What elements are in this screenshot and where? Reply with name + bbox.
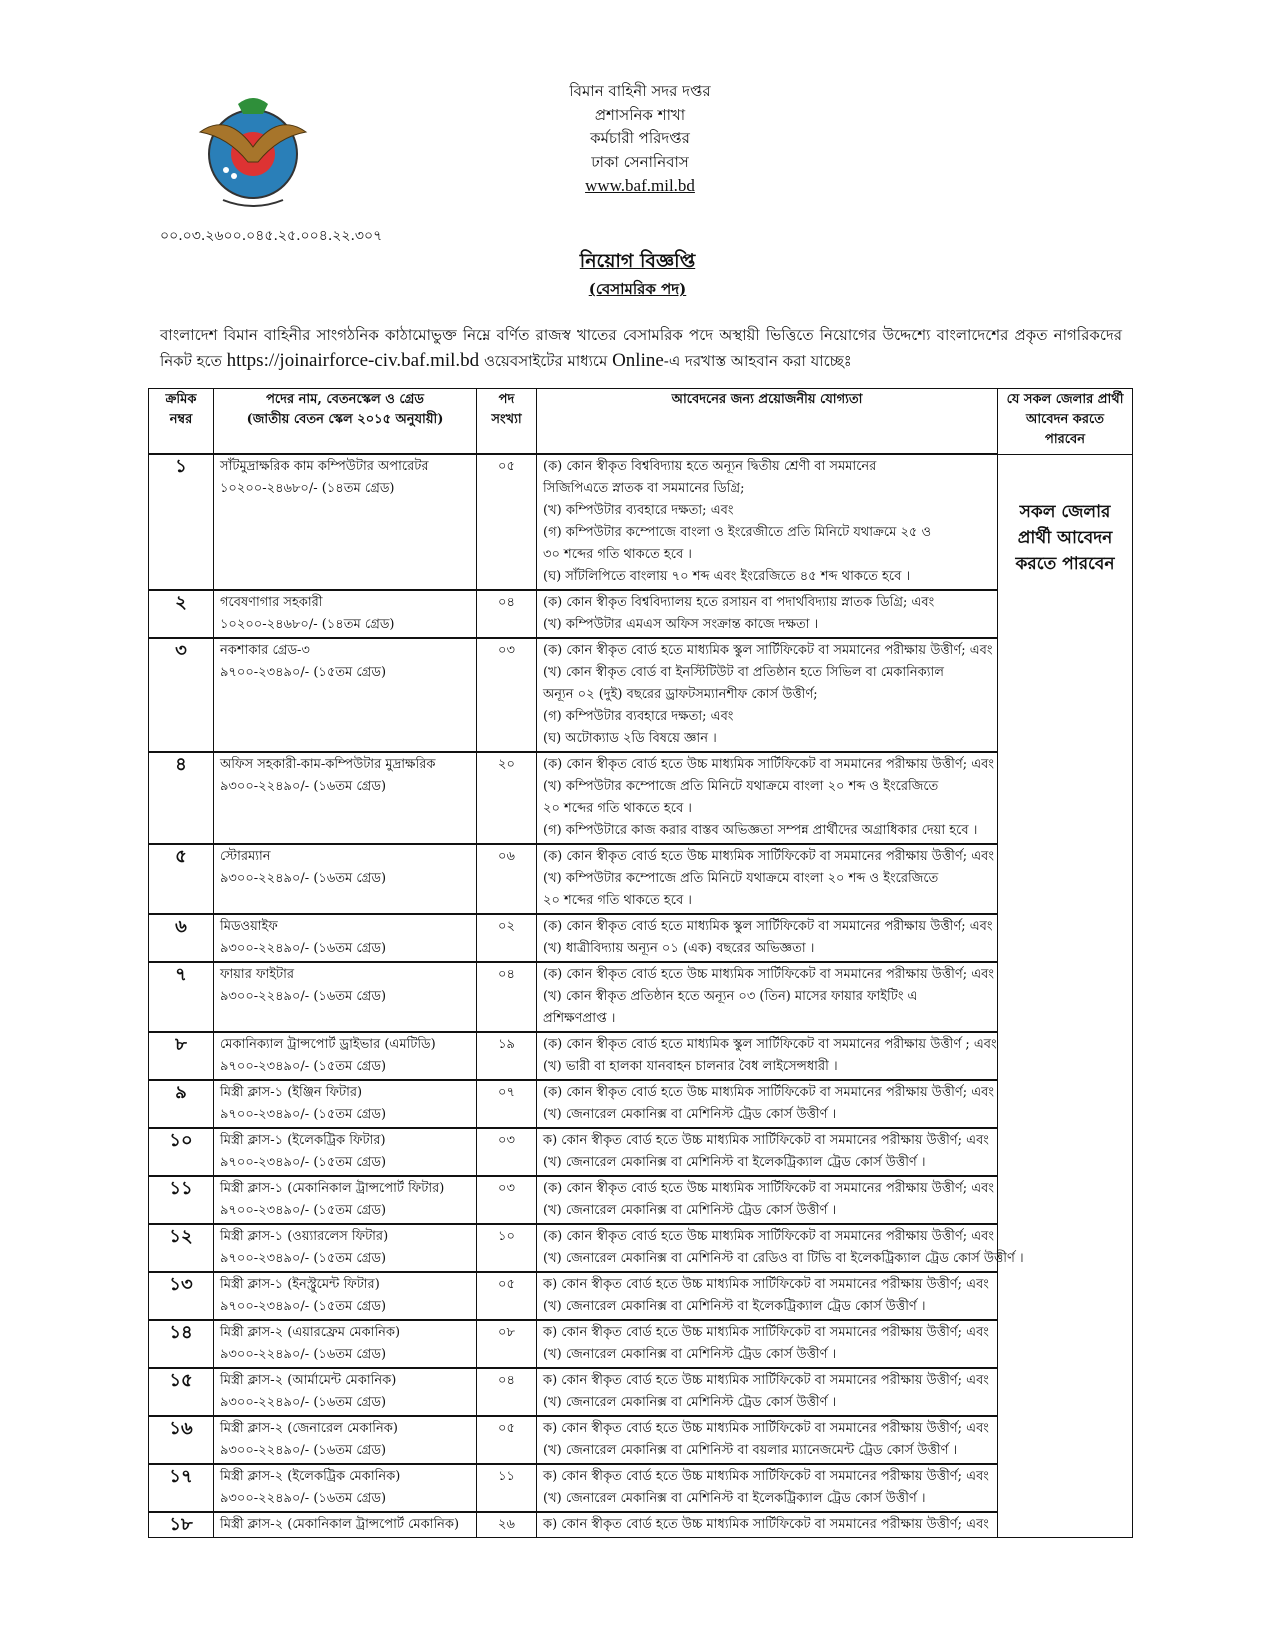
qualification-cell	[537, 752, 998, 844]
qualification-line: (খ) জেনারেল মেকানিক্স বা মেশিনিস্ট ট্রেড কোর্স উত্তীর্ণ ।	[543, 1395, 837, 1410]
serial-number: ৪	[149, 752, 214, 844]
qualification-line: (ক) কোন স্বীকৃত বোর্ড হতে মাধ্যমিক স্কুল সার্টিফিকেট বা সমমানের পরীক্ষায় উত্তীর্ণ ; এবং	[543, 1037, 997, 1052]
serial-number: ১১	[149, 1176, 214, 1224]
post-cell	[214, 1320, 477, 1368]
post-name: গবেষণাগার সহকারী	[220, 595, 323, 610]
intro-text: -এ দরখাস্ত আহবান করা যাচ্ছেঃ	[663, 352, 852, 370]
qualification-line: (খ) জেনারেল মেকানিক্স বা মেশিনিস্ট ট্রেড কোর্স উত্তীর্ণ ।	[543, 1347, 837, 1362]
qualification-cell	[537, 962, 998, 1032]
qualification-line: (ক) কোন স্বীকৃত বোর্ড হতে মাধ্যমিক স্কুল সার্টিফিকেট বা সমমানের পরীক্ষায় উত্তীর্ণ; এবং	[543, 643, 993, 658]
post-count: ০৩	[477, 1176, 537, 1224]
qualification-line: (ঘ) সাঁটলিপিতে বাংলায় ৭০ শব্দ এবং ইংরেজিতে ৪৫ শব্দ থাকতে হবে ।	[543, 569, 911, 584]
post-cell	[214, 1272, 477, 1320]
pay-scale: ৯৩০০-২২৪৯০/- (১৬তম গ্রেড)	[220, 1395, 387, 1410]
qualification-line: (খ) জেনারেল মেকানিক্স বা মেশিনিস্ট ট্রেড কোর্স উত্তীর্ণ ।	[543, 1203, 837, 1218]
qualification-cell	[537, 454, 998, 590]
post-name: মিস্ত্রী ক্লাস-১ (ওয়্যারলেস ফিটার)	[220, 1229, 389, 1244]
post-cell	[214, 914, 477, 962]
qualification-line: (খ) ধাত্রীবিদ্যায় অন্যূন ০১ (এক) বছরের অভিজ্ঞতা ।	[543, 941, 815, 956]
qualification-line: (খ) কম্পিউটার এমএস অফিস সংক্রান্ত কাজে দক্ষতা ।	[543, 617, 819, 632]
serial-number: ১৪	[149, 1320, 214, 1368]
org-line: বিমান বাহিনী সদর দপ্তর	[569, 82, 711, 100]
qualification-line: (ক) কোন স্বীকৃত বোর্ড হতে উচ্চ মাধ্যমিক সার্টিফিকেট বা সমমানের পরীক্ষায় উত্তীর্ণ; এবং	[543, 1229, 994, 1244]
post-cell	[214, 962, 477, 1032]
pay-scale: ৯৩০০-২২৪৯০/- (১৬তম গ্রেড)	[220, 1443, 387, 1458]
post-cell	[214, 844, 477, 914]
qualification-line: (গ) কম্পিউটার কম্পোজে বাংলা ও ইংরেজীতে প্রতি মিনিটে যথাক্রমে ২৫ ও	[543, 525, 932, 540]
post-count: ০৭	[477, 1080, 537, 1128]
application-url[interactable]: https://joinairforce-civ.baf.mil.bd	[226, 350, 480, 371]
qualification-cell	[537, 914, 998, 962]
post-cell	[214, 1080, 477, 1128]
table-row	[149, 962, 1133, 1032]
eligible-districts: সকল জেলার প্রার্থী আবেদন করতে পারবেন	[998, 454, 1133, 1538]
post-cell	[214, 752, 477, 844]
post-name: সাঁটমুদ্রাক্ষরিক কাম কম্পিউটার অপারেটর	[220, 459, 429, 474]
qualification-line: (খ) কম্পিউটার ব্যবহারে দক্ষতা; এবং	[543, 503, 734, 518]
serial-number: ৫	[149, 844, 214, 914]
post-cell	[214, 1224, 477, 1272]
header-post-label: পদের নাম, বেতনস্কেল ও গ্রেড	[266, 392, 424, 407]
table-row	[149, 454, 1133, 590]
pay-scale: ৯৩০০-২২৪৯০/- (১৬তম গ্রেড)	[220, 1491, 387, 1506]
post-cell	[214, 454, 477, 590]
pay-scale: ৯৭০০-২৩৪৯০/- (১৫তম গ্রেড)	[220, 1059, 387, 1074]
post-cell	[214, 590, 477, 638]
post-cell	[214, 1176, 477, 1224]
pay-scale: ৯৭০০-২৩৪৯০/- (১৫তম গ্রেড)	[220, 665, 387, 680]
table-header-row	[149, 389, 1133, 455]
intro-text: ওয়েবসাইটের মাধ্যমে	[479, 352, 613, 370]
serial-number: ১০	[149, 1128, 214, 1176]
qualification-line: (খ) জেনারেল মেকানিক্স বা মেশিনিস্ট বা ইলেকট্রিক্যাল ট্রেড কোর্স উত্তীর্ণ ।	[543, 1155, 926, 1170]
post-count: ০৩	[477, 638, 537, 752]
intro-text: বাংলাদেশ বিমান বাহিনীর সাংগঠনিক কাঠামোভুক্ত নিম্নে বর্ণিত রাজস্ব খাতের বেসামরিক পদে অস্থায়ী ভিত্তিতে নিয়োগের উদ্দেশ্যে বাংলাদেশের প্রকৃত নাগরিকদের নিকট হতে	[160, 326, 1122, 370]
intro-paragraph	[160, 322, 1122, 374]
qualification-line: (খ) কম্পিউটার কম্পোজে প্রতি মিনিটে যথাক্রমে বাংলা ২০ শব্দ ও ইংরেজিতে	[543, 779, 939, 794]
post-name: নকশাকার গ্রেড-৩	[220, 643, 310, 658]
pay-scale: ৯৩০০-২২৪৯০/- (১৬তম গ্রেড)	[220, 1347, 387, 1362]
qualification-cell	[537, 590, 998, 638]
table-row	[149, 1416, 1133, 1464]
header-post	[214, 389, 477, 455]
pay-scale: ৯৩০০-২২৪৯০/- (১৬তম গ্রেড)	[220, 941, 387, 956]
org-line: প্রশাসনিক শাখা	[594, 105, 686, 124]
qualification-line: ৩০ শব্দের গতি থাকতে হবে ।	[543, 547, 692, 562]
post-count: ২০	[477, 752, 537, 844]
table-row	[149, 1320, 1133, 1368]
pay-scale: ৯৭০০-২৩৪৯০/- (১৫তম গ্রেড)	[220, 1203, 387, 1218]
qualification-cell	[537, 1368, 998, 1416]
qualification-line: (ক) কোন স্বীকৃত বোর্ড হতে উচ্চ মাধ্যমিক সার্টিফিকেট বা সমমানের পরীক্ষায় উত্তীর্ণ; এবং	[543, 849, 994, 864]
table-row	[149, 1464, 1133, 1512]
qualification-cell	[537, 1224, 1024, 1272]
serial-number: ১	[149, 454, 214, 590]
qualification-line: (ক) কোন স্বীকৃত বোর্ড হতে উচ্চ মাধ্যমিক সার্টিফিকেট বা সমমানের পরীক্ষায় উত্তীর্ণ; এবং	[543, 757, 994, 772]
qualification-cell	[537, 1512, 998, 1538]
post-name: মিডওয়াইফ	[220, 919, 278, 934]
post-count: ০৮	[477, 1320, 537, 1368]
post-count: ২৬	[477, 1512, 537, 1538]
qualification-line: (ঘ) অটোক্যাড ২ডি বিষয়ে জ্ঞান ।	[543, 731, 717, 746]
serial-number: ২	[149, 590, 214, 638]
post-name: মিস্ত্রী ক্লাস-১ (ইঞ্জিন ফিটার)	[220, 1085, 363, 1100]
qualification-line: (খ) কম্পিউটার কম্পোজে প্রতি মিনিটে যথাক্রমে বাংলা ২০ শব্দ ও ইংরেজিতে	[543, 871, 939, 886]
qualification-line: (খ) কোন স্বীকৃত প্রতিষ্ঠান হতে অন্যূন ০৩ (তিন) মাসের ফায়ার ফাইটিং এ	[543, 989, 918, 1004]
serial-number: ৬	[149, 914, 214, 962]
post-count: ০৪	[477, 1368, 537, 1416]
qualification-line: (গ) কম্পিউটারে কাজ করার বাস্তব অভিজ্ঞতা সম্পন্ন প্রার্থীদের অগ্রাধিকার দেয়া হবে ।	[543, 823, 978, 838]
serial-number: ৮	[149, 1032, 214, 1080]
header-qualification: আবেদনের জন্য প্রয়োজনীয় যোগ্যতা	[537, 389, 998, 455]
post-count: ০৫	[477, 454, 537, 590]
post-count: ১৯	[477, 1032, 537, 1080]
serial-number: ১৬	[149, 1416, 214, 1464]
table-row	[149, 590, 1133, 638]
post-name: মিস্ত্রী ক্লাস-২ (ইলেকট্রিক মেকানিক)	[220, 1469, 401, 1484]
qualification-cell	[537, 844, 998, 914]
qualification-line: ২০ শব্দের গতি থাকতে হবে ।	[543, 801, 692, 816]
post-name: মিস্ত্রী ক্লাস-২ (জেনারেল মেকানিক)	[220, 1421, 398, 1436]
table-row	[149, 914, 1133, 962]
table-row	[149, 1224, 1133, 1272]
header-post-sub: (জাতীয় বেতন স্কেল ২০১৫ অনুযায়ী)	[246, 412, 444, 427]
qualification-line: ক) কোন স্বীকৃত বোর্ড হতে উচ্চ মাধ্যমিক সার্টিফিকেট বা সমমানের পরীক্ষায় উত্তীর্ণ; এবং	[543, 1469, 989, 1484]
qualification-line: ক) কোন স্বীকৃত বোর্ড হতে উচ্চ মাধ্যমিক সার্টিফিকেট বা সমমানের পরীক্ষায় উত্তীর্ণ; এবং	[543, 1277, 989, 1292]
post-count: ০৬	[477, 844, 537, 914]
serial-number: ১৫	[149, 1368, 214, 1416]
qualification-line: (ক) কোন স্বীকৃত বোর্ড হতে মাধ্যমিক স্কুল সার্টিফিকেট বা সমমানের পরীক্ষায় উত্তীর্ণ; এবং	[543, 919, 993, 934]
table-row	[149, 1272, 1133, 1320]
table-row	[149, 1128, 1133, 1176]
pay-scale: ৯৩০০-২২৪৯০/- (১৬তম গ্রেড)	[220, 989, 387, 1004]
qualification-line: (খ) জেনারেল মেকানিক্স বা মেশিনিস্ট ট্রেড কোর্স উত্তীর্ণ ।	[543, 1107, 837, 1122]
qualification-line: অন্যূন ০২ (দুই) বছরের ড্রাফটসম্যানশীফ কোর্স উত্তীর্ণ;	[543, 687, 818, 702]
qualification-line: ক) কোন স্বীকৃত বোর্ড হতে উচ্চ মাধ্যমিক সার্টিফিকেট বা সমমানের পরীক্ষায় উত্তীর্ণ; এবং	[543, 1325, 989, 1340]
qualification-line: ক) কোন স্বীকৃত বোর্ড হতে উচ্চ মাধ্যমিক সার্টিফিকেট বা সমমানের পরীক্ষায় উত্তীর্ণ; এবং	[543, 1517, 989, 1532]
qualification-line: (খ) জেনারেল মেকানিক্স বা মেশিনিস্ট বা ইলেকট্রিক্যাল ট্রেড কোর্স উত্তীর্ণ ।	[543, 1299, 926, 1314]
pay-scale: ৯৩০০-২২৪৯০/- (১৬তম গ্রেড)	[220, 871, 387, 886]
pay-scale: ৯৩০০-২২৪৯০/- (১৬তম গ্রেড)	[220, 779, 387, 794]
pay-scale: ৯৭০০-২৩৪৯০/- (১৫তম গ্রেড)	[220, 1251, 387, 1266]
qualification-cell	[537, 1272, 998, 1320]
post-count: ০২	[477, 914, 537, 962]
post-count: ০৪	[477, 962, 537, 1032]
qualification-cell	[537, 1464, 998, 1512]
org-line: কর্মচারী পরিদপ্তর	[590, 129, 690, 147]
header-count: পদ সংখ্যা	[477, 389, 537, 455]
header-districts: যে সকল জেলার প্রার্থী আবেদন করতে পারবেন	[998, 389, 1133, 455]
post-count: ০৩	[477, 1128, 537, 1176]
post-cell	[214, 1464, 477, 1512]
post-cell	[214, 1368, 477, 1416]
notice-subtitle: (বেসামরিক পদ)	[588, 280, 687, 298]
post-count: ০৫	[477, 1416, 537, 1464]
qualification-line: (ক) কোন স্বীকৃত বোর্ড হতে উচ্চ মাধ্যমিক সার্টিফিকেট বা সমমানের পরীক্ষায় উত্তীর্ণ; এবং	[543, 967, 994, 982]
qualification-cell	[537, 1032, 998, 1080]
post-name: মেকানিক্যাল ট্রান্সপোর্ট ড্রাইভার (এমটিডি)	[220, 1037, 436, 1052]
qualification-line: ২০ শব্দের গতি থাকতে হবে ।	[543, 893, 692, 908]
serial-number: ৯	[149, 1080, 214, 1128]
qualification-cell	[537, 1128, 998, 1176]
post-cell	[214, 1032, 477, 1080]
qualification-cell	[537, 638, 998, 752]
office-address	[500, 80, 780, 198]
qualification-line: ক) কোন স্বীকৃত বোর্ড হতে উচ্চ মাধ্যমিক সার্টিফিকেট বা সমমানের পরীক্ষায় উত্তীর্ণ; এবং	[543, 1373, 989, 1388]
qualification-line: (খ) ভারী বা হালকা যানবাহন চালনার বৈধ লাইসেন্সধারী ।	[543, 1059, 838, 1074]
table-row	[149, 1080, 1133, 1128]
post-name: স্টোরম্যান	[220, 849, 271, 864]
serial-number: ৩	[149, 638, 214, 752]
qualification-line: (খ) জেনারেল মেকানিক্স বা মেশিনিস্ট বা রেডিও বা টিভি বা ইলেকট্রিক্যাল ট্রেড কোর্স উত্তীর্ণ ।	[543, 1251, 1024, 1266]
serial-number: ৭	[149, 962, 214, 1032]
pay-scale: ১০২০০-২৪৬৮০/- (১৪তম গ্রেড)	[220, 481, 395, 496]
table-row	[149, 638, 1133, 752]
post-count: ১০	[477, 1224, 537, 1272]
post-cell	[214, 1512, 477, 1538]
qualification-line: (গ) কম্পিউটার ব্যবহারে দক্ষতা; এবং	[543, 709, 734, 724]
qualification-line: প্রশিক্ষণপ্রাপ্ত ।	[543, 1011, 616, 1026]
post-name: মিস্ত্রী ক্লাস-২ (আর্মামেন্ট মেকানিক)	[220, 1373, 397, 1388]
qualification-line: (খ) জেনারেল মেকানিক্স বা মেশিনিস্ট বা বয়লার ম্যানেজমেন্ট ট্রেড কোর্স উত্তীর্ণ ।	[543, 1443, 958, 1458]
pay-scale: ৯৭০০-২৩৪৯০/- (১৫তম গ্রেড)	[220, 1107, 387, 1122]
memo-number: ০০.০৩.২৬০০.০৪৫.২৫.০০৪.২২.৩০৭	[160, 228, 383, 244]
qualification-cell	[537, 1080, 998, 1128]
qualification-line: (ক) কোন স্বীকৃত বিশ্ববিদ্যায় হতে অন্যূন দ্বিতীয় শ্রেণী বা সমমানের	[543, 459, 877, 474]
qualification-line: (খ) জেনারেল মেকানিক্স বা মেশিনিস্ট বা ইলেকট্রিক্যাল ট্রেড কোর্স উত্তীর্ণ ।	[543, 1491, 926, 1506]
table-row	[149, 1368, 1133, 1416]
pay-scale: ৯৭০০-২৩৪৯০/- (১৫তম গ্রেড)	[220, 1155, 387, 1170]
post-count: ০৪	[477, 590, 537, 638]
serial-number: ১৩	[149, 1272, 214, 1320]
org-line: ঢাকা সেনানিবাস	[591, 152, 689, 171]
header-serial: ক্রমিক নম্বর	[149, 389, 214, 455]
website-link[interactable]: www.baf.mil.bd	[585, 176, 695, 195]
qualification-cell	[537, 1176, 998, 1224]
posts-table	[148, 388, 1133, 1538]
qualification-line: সিজিপিএতে স্নাতক বা সমমানের ডিগ্রি;	[543, 481, 745, 496]
online-label: Online	[612, 350, 664, 371]
pay-scale: ১০২০০-২৪৬৮০/- (১৪তম গ্রেড)	[220, 617, 395, 632]
qualification-line: ক) কোন স্বীকৃত বোর্ড হতে উচ্চ মাধ্যমিক সার্টিফিকেট বা সমমানের পরীক্ষায় উত্তীর্ণ; এবং	[543, 1133, 989, 1148]
post-cell	[214, 638, 477, 752]
qualification-line: (খ) কোন স্বীকৃত বোর্ড বা ইনস্টিটিউট বা প্রতিষ্ঠান হতে সিভিল বা মেকানিক্যাল	[543, 665, 944, 680]
post-name: মিস্ত্রী ক্লাস-২ (এয়ারফ্রেম মেকানিক)	[220, 1325, 401, 1340]
air-force-logo	[198, 92, 308, 212]
serial-number: ১৭	[149, 1464, 214, 1512]
post-count: ০৫	[477, 1272, 537, 1320]
table-row	[149, 1176, 1133, 1224]
table-row	[149, 1032, 1133, 1080]
post-name: অফিস সহকারী-কাম-কম্পিউটার মুদ্রাক্ষরিক	[220, 757, 436, 772]
qualification-line: (ক) কোন স্বীকৃত বোর্ড হতে উচ্চ মাধ্যমিক সার্টিফিকেট বা সমমানের পরীক্ষায় উত্তীর্ণ; এবং	[543, 1181, 994, 1196]
table-row	[149, 1512, 1133, 1538]
post-name: মিস্ত্রী ক্লাস-১ (ইলেকট্রিক ফিটার)	[220, 1133, 386, 1148]
table-row	[149, 844, 1133, 914]
post-count: ১১	[477, 1464, 537, 1512]
qualification-line: (ক) কোন স্বীকৃত বোর্ড হতে উচ্চ মাধ্যমিক সার্টিফিকেট বা সমমানের পরীক্ষায় উত্তীর্ণ; এবং	[543, 1085, 994, 1100]
post-name: মিস্ত্রী ক্লাস-২ (মেকানিকাল ট্রান্সপোর্ট মেকানিক)	[220, 1517, 460, 1532]
serial-number: ১৮	[149, 1512, 214, 1538]
qualification-line: ক) কোন স্বীকৃত বোর্ড হতে উচ্চ মাধ্যমিক সার্টিফিকেট বা সমমানের পরীক্ষায় উত্তীর্ণ; এবং	[543, 1421, 989, 1436]
post-cell	[214, 1416, 477, 1464]
qualification-cell	[537, 1320, 998, 1368]
notice-title: নিয়োগ বিজ্ঞপ্তি	[579, 250, 696, 272]
serial-number: ১২	[149, 1224, 214, 1272]
post-cell	[214, 1128, 477, 1176]
qualification-line: (ক) কোন স্বীকৃত বিশ্ববিদ্যালয় হতে রসায়ন বা পদার্থবিদ্যায় স্নাতক ডিগ্রি; এবং	[543, 595, 935, 610]
post-name: ফায়ার ফাইটার	[220, 967, 295, 982]
pay-scale: ৯৭০০-২৩৪৯০/- (১৫তম গ্রেড)	[220, 1299, 387, 1314]
table-row	[149, 752, 1133, 844]
post-name: মিস্ত্রী ক্লাস-১ (ইনস্ট্রুমেন্ট ফিটার)	[220, 1277, 380, 1292]
qualification-cell	[537, 1416, 998, 1464]
post-name: মিস্ত্রী ক্লাস-১ (মেকানিকাল ট্রান্সপোর্ট ফিটার)	[220, 1181, 445, 1196]
